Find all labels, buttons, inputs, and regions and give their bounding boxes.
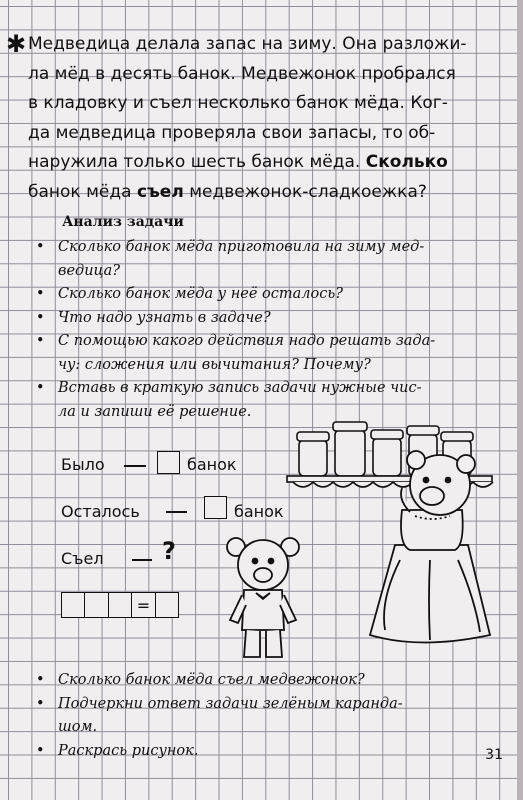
final-task-item: • Раскрась рисунок. [36, 740, 514, 764]
bullet-icon: • [36, 695, 45, 712]
was-unit: банок [187, 455, 237, 474]
final-tasks [36, 669, 514, 763]
analysis-item: • Сколько банок мёда приготовила на зиму мед- ведица? [36, 236, 514, 283]
page-number: 31 [485, 747, 503, 763]
bullet-icon: • [36, 742, 45, 759]
bear-cub-illustration [222, 535, 307, 665]
solution-equals-cell: = [132, 593, 155, 617]
mother-bear-illustration [340, 450, 510, 650]
analysis-item: • Вставь в краткую запись задачи нужные чис- ла и запиши её решение. [36, 377, 514, 424]
question-part: медвежонок-сладкоежка? [189, 181, 427, 202]
final-task-item: • Подчеркни ответ задачи зелёным каранда- шом. [36, 693, 514, 740]
bullet-icon: • [36, 380, 45, 396]
left-answer-box[interactable] [204, 496, 227, 519]
was-label: Было [61, 455, 105, 474]
honey-jar-icon [299, 440, 327, 476]
left-label: Осталось [61, 502, 140, 521]
solution-cell[interactable] [156, 593, 178, 617]
solution-cell[interactable] [109, 593, 132, 617]
analysis-item: • Сколько банок мёда у неё осталось? [36, 283, 514, 307]
analysis-item: • С помощью какого действия надо решать зада- чу: сложения или вычитания? Почему? [36, 330, 514, 377]
was-dash [124, 465, 146, 467]
solution-boxes [61, 592, 179, 618]
analysis-title: Анализ задачи [62, 214, 184, 230]
question-bold-word: съел [136, 181, 184, 202]
ate-dash [132, 559, 152, 561]
problem-line: ла мёд в десять банок. Медвежонок пробрался [28, 63, 456, 84]
left-unit: банок [234, 502, 284, 521]
question-word: Сколько [365, 152, 448, 172]
analysis-item: • Что надо узнать в задаче? [36, 307, 514, 331]
ate-label: Съел [61, 549, 104, 568]
problem-line: да медведица проверяла свои запасы, то об- [28, 122, 436, 143]
solution-cell[interactable] [62, 593, 85, 617]
bullet-icon: • [36, 286, 45, 302]
solution-cell[interactable] [85, 593, 108, 617]
final-task-item: • Сколько банок мёда съел медвежонок? [36, 669, 514, 693]
analysis-questions [36, 236, 514, 424]
task-star-icon: ✱ [6, 30, 27, 58]
problem-line: Медведица делала запас на зиму. Она разложи- [28, 34, 467, 54]
bullet-icon: • [36, 239, 45, 255]
problem-line: наружила только шесть банок мёда. [28, 152, 361, 172]
unknown-mark: ? [162, 537, 176, 565]
bullet-icon: • [36, 333, 45, 349]
bullet-icon: • [36, 309, 45, 326]
problem-text [28, 30, 518, 207]
bullet-icon: • [36, 672, 45, 688]
problem-line: в кладовку и съел несколько банок мёда. Ког- [28, 93, 448, 113]
question-part: банок мёда [28, 181, 132, 202]
was-answer-box[interactable] [157, 451, 180, 474]
left-dash [166, 511, 187, 513]
